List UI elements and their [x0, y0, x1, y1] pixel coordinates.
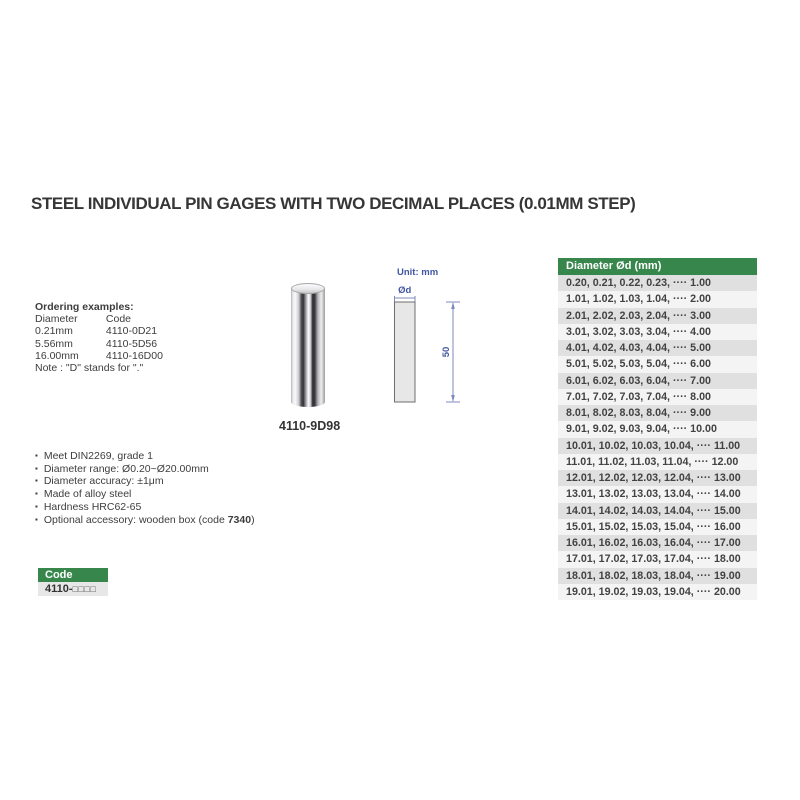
table-row: 12.01, 12.02, 12.03, 12.04, ···· 13.00	[558, 470, 757, 486]
ordering-heading: Ordering examples:	[35, 301, 134, 313]
ordering-row	[35, 325, 163, 337]
feature-item: ▪ Hardness HRC62-65	[35, 501, 255, 514]
feature-item: ▪ Diameter range: Ø0.20~Ø20.00mm	[35, 463, 255, 476]
feature-item: ▪ Meet DIN2269, grade 1	[35, 450, 255, 463]
product-code-label: 4110-9D98	[279, 419, 341, 433]
table-row: 7.01, 7.02, 7.03, 7.04, ···· 8.00	[558, 389, 757, 405]
table-row: 4.01, 4.02, 4.03, 4.04, ···· 5.00	[558, 340, 757, 356]
ordering-column-headers	[35, 313, 163, 325]
table-row: 18.01, 18.02, 18.03, 18.04, ···· 19.00	[558, 568, 757, 584]
diameter-table-body	[558, 275, 757, 600]
ordering-code: 4110-16D00	[105, 349, 163, 362]
table-row: 14.01, 14.02, 14.03, 14.04, ···· 15.00	[558, 503, 757, 519]
table-row: 9.01, 9.02, 9.03, 9.04, ···· 10.00	[558, 421, 757, 437]
dimension-arrow-up	[451, 302, 455, 309]
ordering-diameter: 5.56mm	[35, 337, 73, 350]
pin-profile-rect	[395, 302, 416, 402]
feature-item: ▪ Diameter accuracy: ±1μm	[35, 475, 255, 488]
code-box-header: Code	[38, 568, 108, 582]
page-title: STEEL INDIVIDUAL PIN GAGES WITH TWO DECIMAL PLACES (0.01MM STEP)	[31, 194, 636, 213]
pin-cylinder-body	[291, 288, 325, 407]
ordering-examples	[35, 301, 163, 374]
code-prefix: 4110-	[45, 583, 73, 595]
dimension-arrow-down	[451, 395, 455, 402]
diameter-table	[558, 258, 757, 600]
ordering-code: 4110-5D56	[105, 337, 158, 350]
table-row: 8.01, 8.02, 8.03, 8.04, ···· 9.00	[558, 405, 757, 421]
feature-text: Optional accessory: wooden box (code	[43, 513, 228, 526]
code-placeholder-boxes: □□□□	[72, 584, 97, 594]
table-row: 19.01, 19.02, 19.03, 19.04, ···· 20.00	[558, 584, 757, 600]
pin-top-cap	[291, 283, 325, 294]
pin-gage-image	[291, 283, 325, 407]
table-row: 15.01, 15.02, 15.03, 15.04, ···· 16.00	[558, 519, 757, 535]
accessory-code: 7340	[227, 513, 252, 526]
dimension-diagram	[385, 262, 475, 417]
table-row: 5.01, 5.02, 5.03, 5.04, ···· 6.00	[558, 356, 757, 372]
table-row: 0.20, 0.21, 0.22, 0.23, ···· 1.00	[558, 275, 757, 291]
table-row: 3.01, 3.02, 3.03, 3.04, ···· 4.00	[558, 324, 757, 340]
table-row: 11.01, 11.02, 11.03, 11.04, ···· 12.00	[558, 454, 757, 470]
feature-item-optional-accessory	[35, 514, 255, 527]
unit-label: Unit: mm	[397, 267, 439, 278]
table-row: 16.01, 16.02, 16.03, 16.04, ···· 17.00	[558, 535, 757, 551]
ordering-row	[35, 338, 163, 350]
code-box	[38, 568, 108, 596]
diameter-table-header: Diameter Ød (mm)	[558, 258, 757, 275]
ordering-note: Note : "D" stands for "."	[35, 362, 144, 375]
feature-item: ▪ Made of alloy steel	[35, 488, 255, 501]
feature-text: )	[251, 513, 255, 526]
table-row: 1.01, 1.02, 1.03, 1.04, ···· 2.00	[558, 291, 757, 307]
diameter-symbol-label: Ød	[398, 285, 412, 296]
table-row: 13.01, 13.02, 13.03, 13.04, ···· 14.00	[558, 486, 757, 502]
table-row: 17.01, 17.02, 17.03, 17.04, ···· 18.00	[558, 551, 757, 567]
ordering-col-diameter: Diameter	[35, 313, 78, 326]
ordering-diameter: 0.21mm	[35, 325, 73, 338]
features-list	[35, 450, 255, 526]
table-row: 6.01, 6.02, 6.03, 6.04, ···· 7.00	[558, 373, 757, 389]
ordering-diameter: 16.00mm	[35, 349, 79, 362]
length-dimension-label: 50	[441, 346, 452, 358]
code-box-value	[38, 582, 108, 596]
table-row: 2.01, 2.02, 2.03, 2.04, ···· 3.00	[558, 308, 757, 324]
ordering-code: 4110-0D21	[105, 325, 158, 338]
ordering-col-code: Code	[105, 313, 132, 326]
table-row: 10.01, 10.02, 10.03, 10.04, ···· 11.00	[558, 438, 757, 454]
ordering-row	[35, 350, 163, 362]
